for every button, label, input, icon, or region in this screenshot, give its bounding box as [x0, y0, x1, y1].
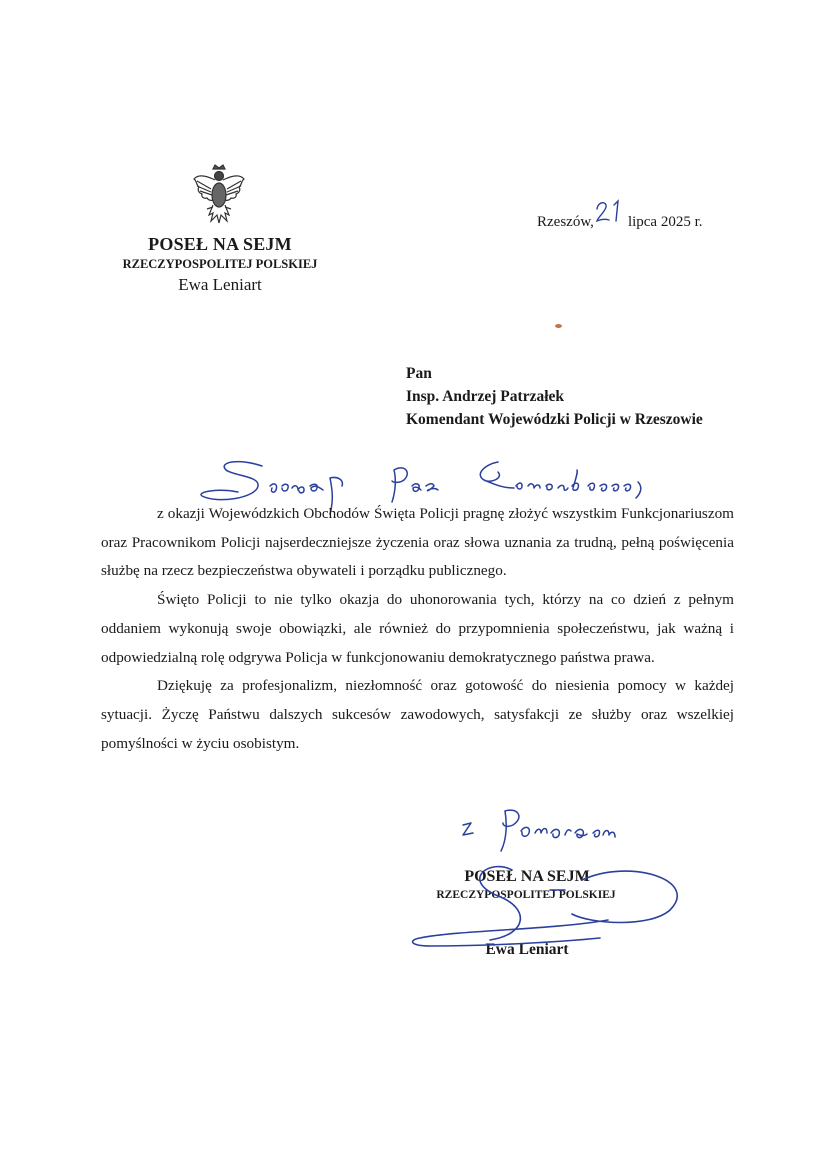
recipient-address [406, 362, 703, 431]
date-rest: lipca 2025 r. [627, 214, 703, 230]
signature-name: Ewa Leniart [485, 941, 569, 958]
handwritten-closing [455, 805, 625, 855]
body-paragraph-3: Dziękuję za profesjonalizm, niezłomność oraz gotowość do niesienia pomocy w każdej sytuacji. Życzę Państwu dalszych sukcesów zawodowych, satysfakcji ze służby oraz wszelkiej pomyślności w życiu osobistym. [101, 677, 734, 752]
date-place: Rzeszów, [537, 214, 594, 230]
letterhead-name: Ewa Leniart [178, 275, 262, 294]
polish-eagle-emblem [191, 163, 247, 227]
handwritten-signature [400, 850, 700, 960]
signature-subtitle: RZECZYPOSPOLITEJ POLSKIEJ [436, 889, 616, 901]
body-paragraph-2: Święto Policji to nie tylko okazja do uhonorowania tych, którzy na co dzień z pełnym oddaniem wykonują swoje obowiązki, ale również do przypomnienia społeczeństwu, jak ważną i odpowiedzialną rolę odgrywa Policja w funkcjonowaniu demokratycznego państwa prawa. [101, 591, 734, 666]
recipient-line-3: Komendant Wojewódzki Policji w Rzeszowie [406, 411, 703, 428]
recipient-line-2: Insp. Andrzej Patrzałek [406, 388, 565, 405]
handwritten-day [594, 197, 624, 225]
body-paragraph-1: z okazji Wojewódzkich Obchodów Święta Policji pragnę złożyć wszystkim Funkcjonariuszom oraz Pracownikom Policji najserdeczniejsze życzenia oraz słowa uznania za trudną, pełną poświęcenia służbę na rzecz bezpieczeństwa obywateli i porządku publicznego. [101, 505, 734, 580]
recipient-line-1: Pan [406, 365, 432, 382]
letterhead-subtitle: RZECZYPOSPOLITEJ POLSKIEJ [122, 257, 318, 271]
ink-mark [555, 324, 562, 328]
letter-body [101, 500, 734, 758]
letterhead-title: POSEŁ NA SEJM [148, 234, 292, 254]
signature-title: POSEŁ NA SEJM [464, 868, 590, 885]
